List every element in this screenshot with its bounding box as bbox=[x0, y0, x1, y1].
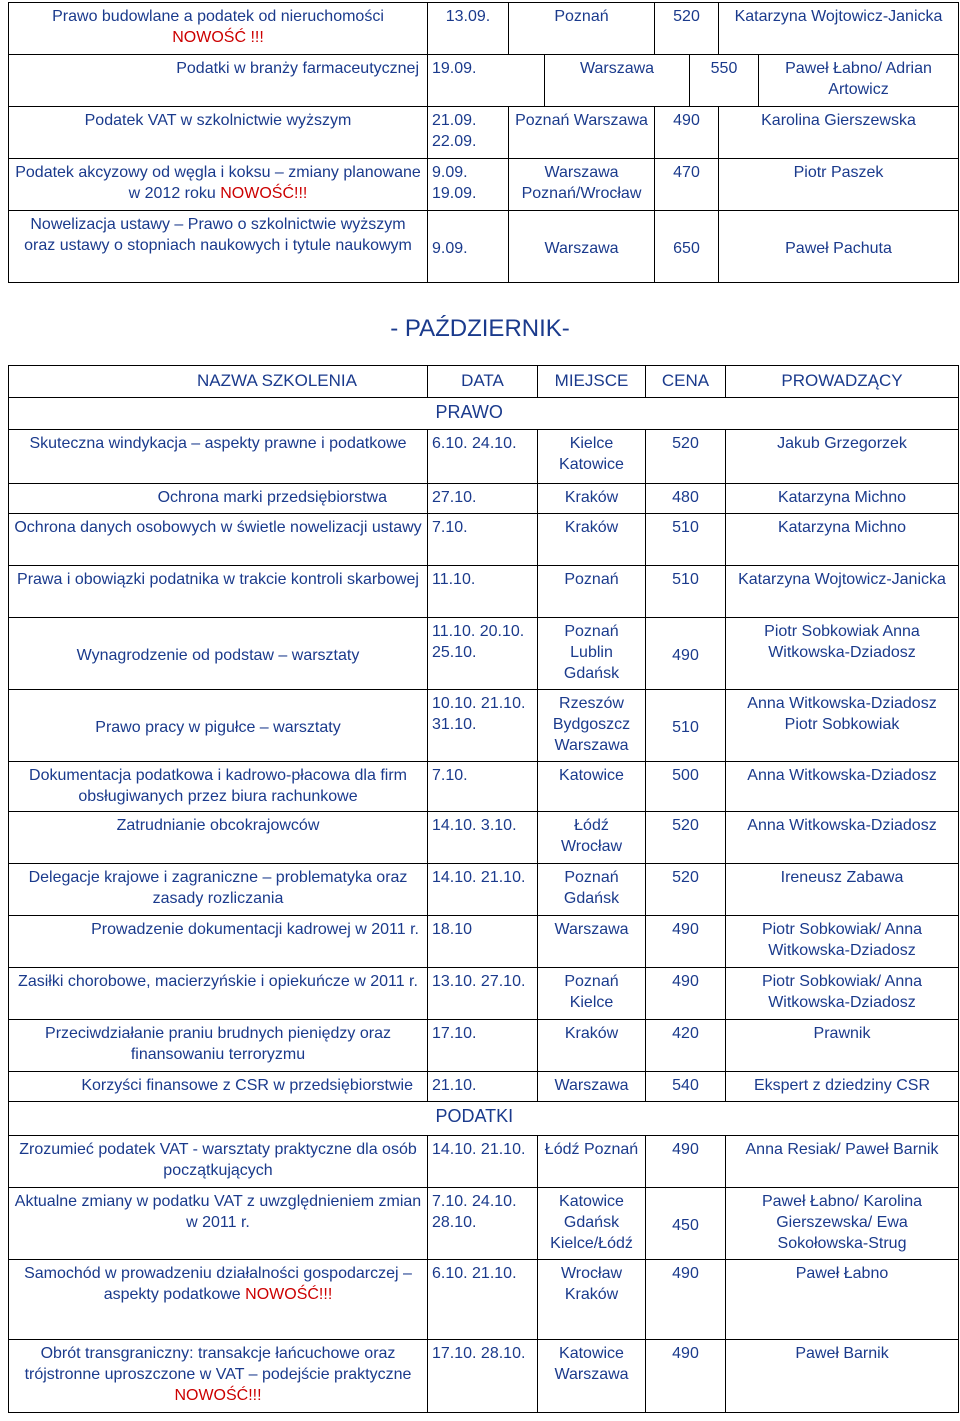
course-price: 510 bbox=[646, 690, 726, 762]
table-row bbox=[9, 690, 959, 762]
header-name: NAZWA SZKOLENIA bbox=[9, 366, 428, 398]
table-row bbox=[9, 812, 959, 864]
course-trainer: Ekspert z dziedziny CSR bbox=[726, 1072, 959, 1102]
table-row bbox=[9, 55, 959, 107]
course-price: 540 bbox=[646, 1072, 726, 1102]
course-places: Warszawa bbox=[538, 916, 646, 968]
course-dates: 17.10. 28.10. bbox=[428, 1340, 538, 1413]
course-name: Przeciwdziałanie praniu brudnych pieniędzy oraz finansowaniu terroryzmu bbox=[9, 1020, 428, 1072]
course-price: 490 bbox=[646, 916, 726, 968]
course-dates: 21.09. 22.09. bbox=[428, 107, 509, 159]
section-podatki: PODATKI bbox=[428, 1102, 959, 1136]
course-name: Ochrona danych osobowych w świetle nowelizacji ustawy bbox=[9, 514, 428, 566]
course-dates: 10.10. 21.10. 31.10. bbox=[428, 690, 538, 762]
course-places: Katowice Warszawa bbox=[538, 1340, 646, 1413]
course-places: Katowice Gdańsk Kielce/Łódź bbox=[538, 1188, 646, 1260]
course-trainer: Jakub Grzegorzek bbox=[726, 430, 959, 484]
table-header-row bbox=[9, 366, 959, 398]
table-row bbox=[9, 864, 959, 916]
course-dates: 7.10. 24.10. 28.10. bbox=[428, 1188, 538, 1260]
course-price: 490 bbox=[646, 618, 726, 690]
course-price: 510 bbox=[646, 566, 726, 618]
course-dates: 21.10. bbox=[428, 1072, 538, 1102]
course-price: 510 bbox=[646, 514, 726, 566]
new-badge: NOWOŚĆ!!! bbox=[245, 1286, 333, 1303]
course-price: 520 bbox=[646, 864, 726, 916]
course-places: Wrocław Kraków bbox=[538, 1260, 646, 1340]
course-dates: 9.09. bbox=[428, 211, 509, 283]
course-trainer: Katarzyna Michno bbox=[726, 514, 959, 566]
course-trainer: Piotr Sobkowiak Anna Witkowska-Dziadosz bbox=[726, 618, 959, 690]
course-trainer: Anna Witkowska-Dziadosz bbox=[726, 812, 959, 864]
header-date: DATA bbox=[428, 366, 538, 398]
course-trainer: Katarzyna Michno bbox=[726, 484, 959, 514]
course-dates: 18.10 bbox=[428, 916, 538, 968]
course-name: Prawo budowlane a podatek od nieruchomości NOWOŚĆ !!! bbox=[9, 3, 428, 55]
course-price: 480 bbox=[646, 484, 726, 514]
course-places: Warszawa bbox=[509, 211, 655, 283]
course-trainer: Paweł Łabno/ Adrian Artowicz bbox=[759, 55, 959, 107]
course-dates: 11.10. bbox=[428, 566, 538, 618]
table-row bbox=[9, 968, 959, 1020]
course-trainer: Katarzyna Wojtowicz-Janicka bbox=[719, 3, 959, 55]
table-row bbox=[9, 1260, 959, 1340]
course-places: Katowice bbox=[538, 762, 646, 812]
course-dates: 13.09. bbox=[428, 3, 509, 55]
course-name: Podatek akcyzowy od węgla i koksu – zmiany planowane w 2012 roku NOWOŚĆ!!! bbox=[9, 159, 428, 211]
course-name: Delegacje krajowe i zagraniczne – problematyka oraz zasady rozliczania bbox=[9, 864, 428, 916]
course-price: 500 bbox=[646, 762, 726, 812]
course-dates: 17.10. bbox=[428, 1020, 538, 1072]
course-name: Aktualne zmiany w podatku VAT z uwzględnieniem zmian w 2011 r. bbox=[9, 1188, 428, 1260]
course-dates: 9.09. 19.09. bbox=[428, 159, 509, 211]
table-row bbox=[9, 211, 959, 283]
course-places: Kraków bbox=[538, 514, 646, 566]
course-places: Poznań bbox=[509, 3, 655, 55]
course-name: Korzyści finansowe z CSR w przedsiębiorstwie bbox=[9, 1072, 428, 1102]
new-badge: NOWOŚĆ!!! bbox=[174, 1387, 262, 1404]
table-row bbox=[9, 762, 959, 812]
course-trainer: Katarzyna Wojtowicz-Janicka bbox=[726, 566, 959, 618]
table-row bbox=[9, 430, 959, 484]
table-row bbox=[9, 514, 959, 566]
table-row bbox=[9, 1020, 959, 1072]
course-name: Podatek VAT w szkolnictwie wyższym bbox=[9, 107, 428, 159]
course-trainer: Paweł Barnik bbox=[726, 1340, 959, 1413]
course-places: Kraków bbox=[538, 484, 646, 514]
course-places: Poznań Warszawa bbox=[509, 107, 655, 159]
table-row bbox=[9, 1072, 959, 1102]
month-title: - PAŹDZIERNIK- bbox=[390, 315, 570, 342]
course-places: Łódź Wrocław bbox=[538, 812, 646, 864]
course-dates: 7.10. bbox=[428, 514, 538, 566]
course-trainer: Anna Witkowska-Dziadosz Piotr Sobkowiak bbox=[726, 690, 959, 762]
course-places: Warszawa bbox=[538, 1072, 646, 1102]
section-row bbox=[9, 398, 959, 430]
course-trainer: Anna Witkowska-Dziadosz bbox=[726, 762, 959, 812]
table-row bbox=[9, 484, 959, 514]
course-name: Zasiłki chorobowe, macierzyńskie i opiekuńcze w 2011 r. bbox=[9, 968, 428, 1020]
table-row bbox=[9, 1188, 959, 1260]
course-name: Prawo pracy w pigułce – warsztaty bbox=[9, 690, 428, 762]
course-trainer: Piotr Paszek bbox=[719, 159, 959, 211]
header-trainer: PROWADZĄCY bbox=[726, 366, 959, 398]
table-row bbox=[9, 618, 959, 690]
september-table-rest bbox=[8, 106, 959, 283]
course-price: 490 bbox=[646, 1136, 726, 1188]
table-row bbox=[9, 916, 959, 968]
course-name: Ochrona marki przedsiębiorstwa bbox=[9, 484, 428, 514]
course-trainer: Paweł Łabno bbox=[726, 1260, 959, 1340]
course-trainer: Ireneusz Zabawa bbox=[726, 864, 959, 916]
course-trainer: Piotr Sobkowiak/ Anna Witkowska-Dziadosz bbox=[726, 916, 959, 968]
course-price: 520 bbox=[646, 812, 726, 864]
new-badge: NOWOŚĆ !!! bbox=[172, 29, 264, 46]
course-dates: 14.10. 21.10. bbox=[428, 1136, 538, 1188]
course-dates: 6.10. 24.10. bbox=[428, 430, 538, 484]
course-places: Kielce Katowice bbox=[538, 430, 646, 484]
course-places: Poznań Kielce bbox=[538, 968, 646, 1020]
course-price: 490 bbox=[646, 968, 726, 1020]
table-row bbox=[9, 1136, 959, 1188]
course-places: Poznań bbox=[538, 566, 646, 618]
course-name: Samochód w prowadzeniu działalności gospodarczej – aspekty podatkowe NOWOŚĆ!!! bbox=[9, 1260, 428, 1340]
course-trainer: Piotr Sobkowiak/ Anna Witkowska-Dziadosz bbox=[726, 968, 959, 1020]
course-dates: 13.10. 27.10. bbox=[428, 968, 538, 1020]
course-dates: 14.10. 3.10. bbox=[428, 812, 538, 864]
course-name: Wynagrodzenie od podstaw – warsztaty bbox=[9, 618, 428, 690]
course-trainer: Prawnik bbox=[726, 1020, 959, 1072]
course-places: Warszawa bbox=[545, 55, 690, 107]
course-name: Nowelizacja ustawy – Prawo o szkolnictwie wyższym oraz ustawy o stopniach naukowych i tytule naukowym bbox=[9, 211, 428, 283]
october-table bbox=[8, 365, 959, 1413]
course-name: Podatki w branży farmaceutycznej bbox=[9, 55, 428, 107]
new-badge: NOWOŚĆ!!! bbox=[220, 185, 308, 202]
course-places: Warszawa Poznań/Wrocław bbox=[509, 159, 655, 211]
course-price: 650 bbox=[655, 211, 719, 283]
course-name: Zrozumieć podatek VAT - warsztaty praktyczne dla osób początkujących bbox=[9, 1136, 428, 1188]
course-trainer: Paweł Łabno/ Karolina Gierszewska/ Ewa Sokołowska-Strug bbox=[726, 1188, 959, 1260]
course-price: 470 bbox=[655, 159, 719, 211]
course-trainer: Paweł Pachuta bbox=[719, 211, 959, 283]
header-price: CENA bbox=[646, 366, 726, 398]
table-row bbox=[9, 1340, 959, 1413]
course-name: Zatrudnianie obcokrajowców bbox=[9, 812, 428, 864]
course-trainer: Anna Resiak/ Paweł Barnik bbox=[726, 1136, 959, 1188]
section-row bbox=[9, 1102, 959, 1136]
course-price: 420 bbox=[646, 1020, 726, 1072]
table-row bbox=[9, 566, 959, 618]
course-dates: 27.10. bbox=[428, 484, 538, 514]
course-name: Prowadzenie dokumentacji kadrowej w 2011 r. bbox=[9, 916, 428, 968]
course-name: Skuteczna windykacja – aspekty prawne i podatkowe bbox=[9, 430, 428, 484]
table-row bbox=[9, 159, 959, 211]
table-row bbox=[9, 3, 959, 55]
course-name: Prawa i obowiązki podatnika w trakcie kontroli skarbowej bbox=[9, 566, 428, 618]
table-row bbox=[9, 107, 959, 159]
course-places: Poznań Gdańsk bbox=[538, 864, 646, 916]
section-prawo: PRAWO bbox=[428, 398, 959, 430]
course-dates: 6.10. 21.10. bbox=[428, 1260, 538, 1340]
course-name: Dokumentacja podatkowa i kadrowo-płacowa dla firm obsługiwanych przez biura rachunkowe bbox=[9, 762, 428, 812]
september-table bbox=[8, 2, 959, 55]
course-dates: 11.10. 20.10. 25.10. bbox=[428, 618, 538, 690]
course-price: 450 bbox=[646, 1188, 726, 1260]
course-places: Łódź Poznań bbox=[538, 1136, 646, 1188]
course-dates: 19.09. bbox=[428, 55, 545, 107]
course-price: 520 bbox=[655, 3, 719, 55]
september-table-row2 bbox=[8, 54, 959, 107]
course-price: 490 bbox=[646, 1340, 726, 1413]
course-price: 520 bbox=[646, 430, 726, 484]
course-price: 550 bbox=[690, 55, 759, 107]
course-dates: 14.10. 21.10. bbox=[428, 864, 538, 916]
header-place: MIEJSCE bbox=[538, 366, 646, 398]
course-places: Poznań Lublin Gdańsk bbox=[538, 618, 646, 690]
course-places: Rzeszów Bydgoszcz Warszawa bbox=[538, 690, 646, 762]
course-dates: 7.10. bbox=[428, 762, 538, 812]
course-trainer: Karolina Gierszewska bbox=[719, 107, 959, 159]
course-price: 490 bbox=[646, 1260, 726, 1340]
course-name: Obrót transgraniczny: transakcje łańcuchowe oraz trójstronne uproszczone w VAT – podejście praktyczne NOWOŚĆ!!! bbox=[9, 1340, 428, 1413]
course-places: Kraków bbox=[538, 1020, 646, 1072]
course-price: 490 bbox=[655, 107, 719, 159]
